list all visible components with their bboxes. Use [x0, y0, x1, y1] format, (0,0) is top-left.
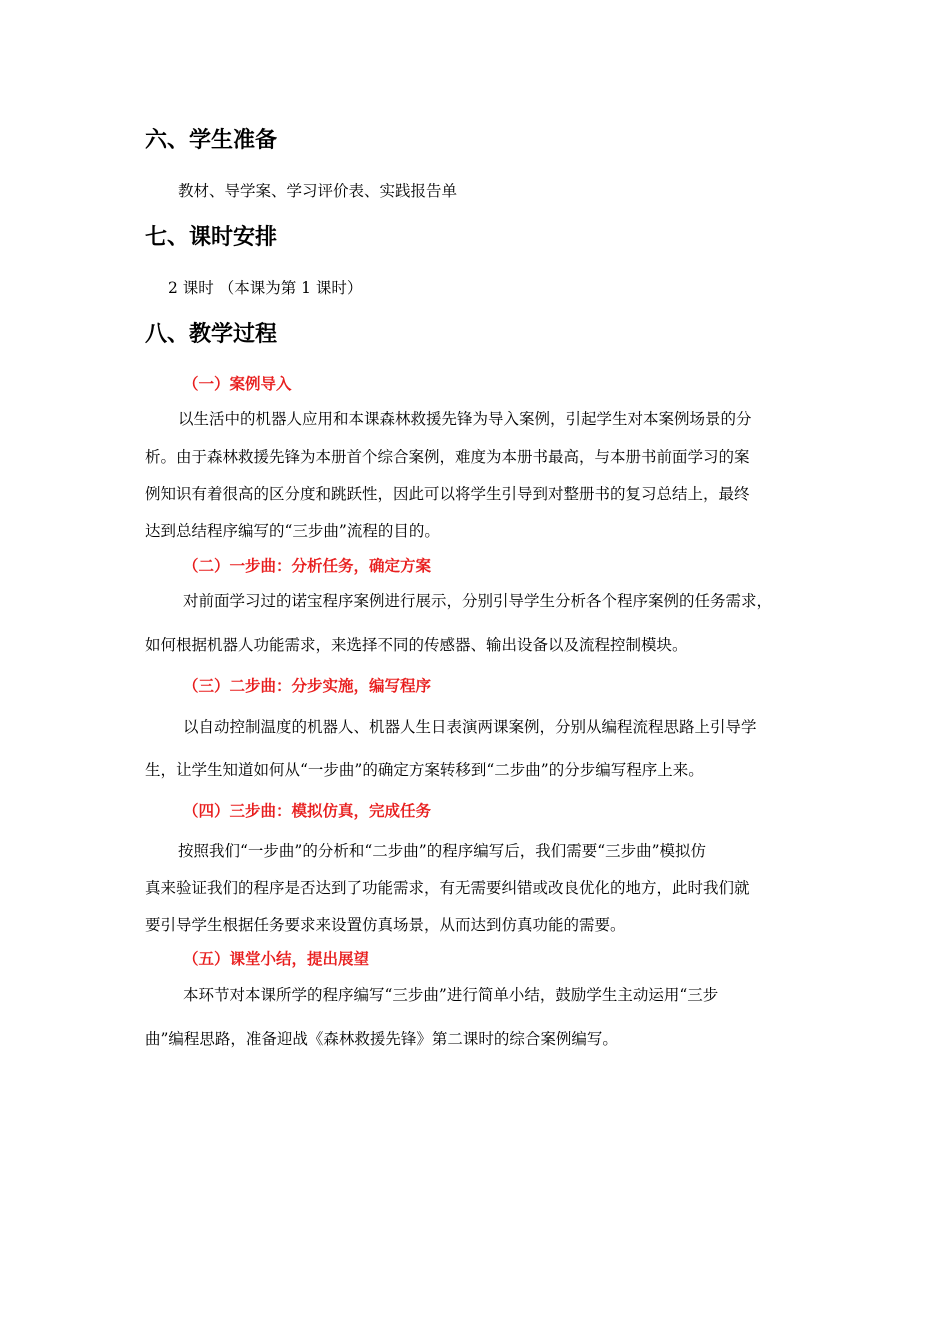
section-heading-teaching-process: 八、教学过程 [145, 322, 278, 347]
paragraph-line: 本环节对本课所学的程序编写“三步曲”进行简单小结，鼓励学生主动运用“三步 [183, 986, 719, 1004]
paragraph-line: 达到总结程序编写的“三步曲”流程的目的。 [145, 522, 440, 540]
section-heading-student-preparation: 六、学生准备 [145, 128, 278, 153]
paragraph-line: 对前面学习过的诺宝程序案例进行展示，分别引导学生分析各个程序案例的任务需求， [183, 592, 773, 610]
paragraph-line: 按照我们“一步曲”的分析和“二步曲”的程序编写后，我们需要“三步曲”模拟仿 [178, 842, 707, 860]
paragraph-line: 析。由于森林救援先锋为本册首个综合案例，难度为本册书最高，与本册书前面学习的案 [145, 448, 750, 466]
subheading-case-intro: （一）案例导入 [183, 375, 292, 393]
subheading-step-one: （二）一步曲：分析任务，确定方案 [183, 557, 432, 575]
paragraph-line: 要引导学生根据任务要求来设置仿真场景，从而达到仿真功能的需要。 [145, 916, 626, 934]
paragraph-line: 曲”编程思路，准备迎战《森林救援先锋》第二课时的综合案例编写。 [145, 1030, 618, 1048]
subheading-step-two: （三）二步曲：分步实施，编写程序 [183, 677, 432, 695]
subheading-step-three: （四）三步曲：模拟仿真，完成任务 [183, 802, 432, 820]
paragraph-line: 真来验证我们的程序是否达到了功能需求，有无需要纠错或改良优化的地方，此时我们就 [145, 879, 750, 897]
student-preparation-text: 教材、导学案、学习评价表、实践报告单 [178, 182, 458, 200]
paragraph-line: 如何根据机器人功能需求，来选择不同的传感器、输出设备以及流程控制模块。 [145, 636, 688, 654]
section-heading-schedule: 七、课时安排 [145, 225, 278, 250]
subheading-summary: （五）课堂小结，提出展望 [183, 950, 370, 968]
paragraph-line: 生，让学生知道如何从“一步曲”的确定方案转移到“二步曲”的分步编写程序上来。 [145, 761, 704, 779]
paragraph-line: 例知识有着很高的区分度和跳跃性，因此可以将学生引导到对整册书的复习总结上，最终 [145, 485, 750, 503]
schedule-text: 2 课时 （本课为第 1 课时） [168, 279, 363, 297]
paragraph-line: 以生活中的机器人应用和本课森林救援先锋为导入案例，引起学生对本案例场景的分 [178, 410, 752, 428]
paragraph-line: 以自动控制温度的机器人、机器人生日表演两课案例，分别从编程流程思路上引导学 [183, 718, 757, 736]
